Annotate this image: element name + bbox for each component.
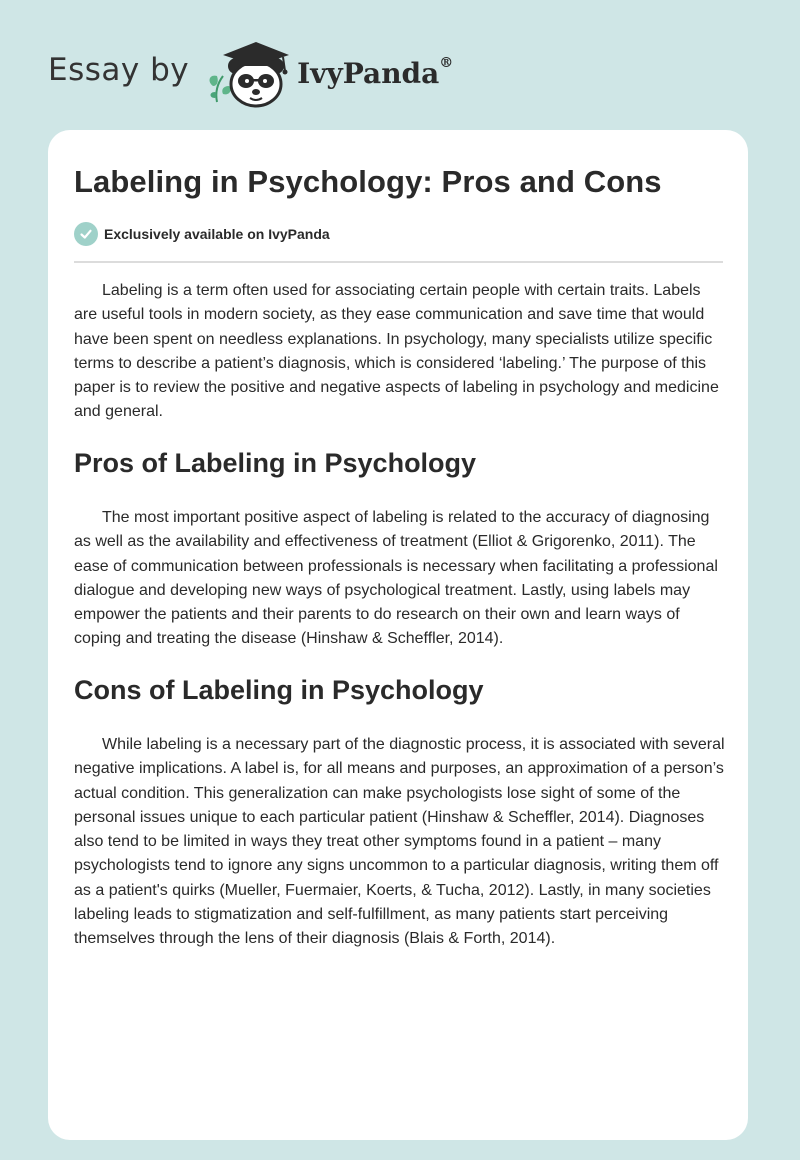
section-heading-pros: Pros of Labeling in Psychology [74, 448, 477, 478]
essay-card [48, 130, 748, 1140]
panda-graduate-logo-icon[interactable] [203, 36, 293, 108]
section-heading-cons: Cons of Labeling in Psychology [74, 675, 484, 705]
check-circle-icon [74, 222, 98, 246]
section-body-cons: While labeling is a necessary part of the diagnostic process, it is associated with several negative implications. A label is, for all means and purposes, an approximation of a person’s actual condition. This generalization can make psychologists lose sight of some of the personal issues unique to each particular patient (Hinshaw & Scheffler, 2014). Diagnoses also tend to be limited in ways they treat other symptoms found in a patient – many psychologists tend to ignore any signs uncommon to a particular diagnosis, writing them off as a patient's quirks (Mueller, Fuermaier, Koerts, & Tucha, 2012). Lastly, in many societies labeling leads to stigmatization and self-fulfillment, as many patients start perceiving themselves through the lens of their diagnosis (Blais & Forth, 2014). [74, 736, 725, 948]
page-title: Labeling in Psychology: Pros and Cons [74, 164, 662, 199]
exclusive-badge [74, 222, 330, 246]
section-body-pros: The most important positive aspect of labeling is related to the accuracy of diagnosing as well as the availability and effectiveness of treatment (Elliot & Grigorenko, 2011). The ease of communication between professionals is necessary when facilitating a professional dialogue and developing new ways of psychological treatment. Lastly, using labels may empower the patients and their parents to do research on their own and learn ways of coping and treating the disease (Hinshaw & Scheffler, 2014). [74, 509, 718, 648]
brand-name[interactable]: IvyPanda® [297, 54, 454, 90]
exclusive-badge-label: Exclusively available on IvyPanda [104, 226, 330, 242]
essay-by-label: Essay by [48, 52, 190, 88]
site-header [48, 36, 453, 108]
registered-mark: ® [439, 54, 454, 71]
intro-paragraph: Labeling is a term often used for associating certain people with certain traits. Labels are useful tools in modern society, as they ease communication and save time that would have been spent on needless explanations. In psychology, many specialists utilize specific terms to describe a patient’s diagnosis, which is considered ‘labeling.’ The purpose of this paper is to review the positive and negative aspects of labeling in psychology and medicine and general. [74, 282, 719, 421]
divider [74, 261, 723, 263]
